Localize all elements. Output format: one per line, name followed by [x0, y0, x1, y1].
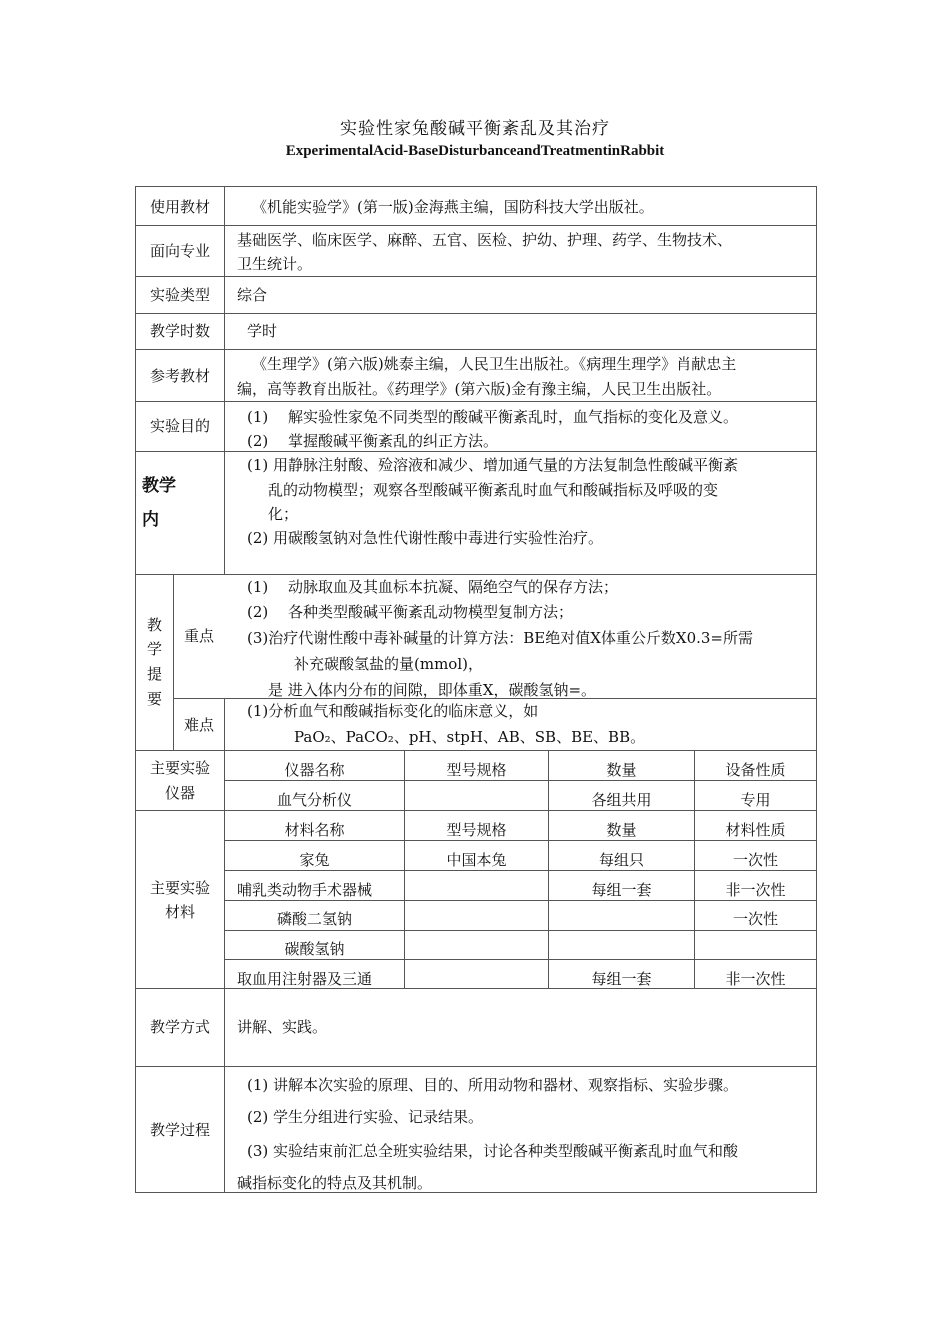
majors-line-1: 基础医学、临床医学、麻醉、五官、医检、护幼、护理、药学、生物技术、	[237, 231, 733, 249]
material-row-3-kind: 一次性	[732, 910, 778, 928]
document-subtitle: ExperimentalAcid-BaseDisturbanceandTreatmentinRabbit	[285, 143, 665, 159]
process-line-2: (2) 学生分组进行实验、记录结果。	[247, 1108, 484, 1126]
instrument-row-qty: 各组共用	[591, 791, 652, 809]
content-label-2: 内	[142, 510, 159, 530]
textbook-label: 使用教材	[149, 198, 210, 216]
purpose-item-1: (1) 解实验性家兔不同类型的酸碱平衡紊乱时，血气指标的变化及意义。	[247, 408, 739, 426]
instrument-row-kind: 专用	[740, 791, 771, 809]
difficult-points-label: 难点	[183, 716, 214, 734]
instruments-label-2: 仪器	[164, 784, 195, 802]
instruments-label-1: 主要实验	[149, 759, 210, 777]
refs-line-1: 《生理学》(第六版)姚泰主编，人民卫生出版社。《病理生理学》肖献忠主	[252, 355, 737, 373]
difficult-point-line-1: (1)分析血气和酸碱指标变化的临床意义，如	[247, 702, 539, 720]
key-point-line-3: (3)治疗代谢性酸中毒补碱量的计算方法：BE绝对值X体重公斤数X0.3=所需	[247, 629, 754, 647]
instruments-header-model: 型号规格	[446, 761, 507, 779]
process-line-3: (3) 实验结束前汇总全班实验结果，讨论各种类型酸碱平衡紊乱时血气和酸	[247, 1142, 739, 1160]
process-label: 教学过程	[149, 1121, 210, 1139]
instruments-header-name: 仪器名称	[284, 761, 345, 779]
content-line-2: 乱的动物模型；观察各型酸碱平衡紊乱时血气和酸碱指标及呼吸的变	[268, 481, 719, 499]
key-point-line-5: 是 进入体内分布的间隙，即体重X，碳酸氢钠=。	[268, 681, 597, 699]
materials-header-qty: 数量	[606, 821, 637, 839]
key-point-line-1: (1) 动脉取血及其血标本抗凝、隔绝空气的保存方法；	[247, 578, 619, 596]
textbook-value: 《机能实验学》(第一版)金海燕主编，国防科技大学出版社。	[252, 198, 654, 216]
content-line-3: 化；	[268, 505, 299, 523]
material-row-5-qty: 每组一套	[591, 970, 652, 988]
purpose-item-2: (2) 掌握酸碱平衡紊乱的纠正方法。	[247, 432, 499, 450]
content-line-1: (1) 用静脉注射酸、殓溶液和减少、增加通气量的方法复制急性酸碱平衡紊	[247, 456, 739, 474]
points-label-char-4: 要	[146, 690, 162, 708]
document-title: 实验性家兔酸碱平衡紊乱及其治疗	[340, 119, 610, 139]
instrument-row-name: 血气分析仪	[276, 791, 352, 809]
materials-header-name: 材料名称	[284, 821, 345, 839]
materials-header-kind: 材料性质	[725, 821, 786, 839]
material-row-5-name: 取血用注射器及三通	[237, 970, 373, 988]
content-label-1: 教学	[142, 476, 176, 496]
type-value: 综合	[237, 286, 268, 304]
materials-header-model: 型号规格	[446, 821, 507, 839]
materials-label-1: 主要实验	[149, 879, 210, 897]
key-point-line-2: (2) 各种类型酸碱平衡紊乱动物模型复制方法；	[247, 603, 574, 621]
majors-label: 面向专业	[149, 242, 210, 260]
material-row-2-name: 哺乳类动物手术器械	[237, 881, 373, 899]
instruments-header-kind: 设备性质	[725, 761, 786, 779]
process-line-4: 碱指标变化的特点及其机制。	[237, 1174, 433, 1192]
content-line-4: (2) 用碳酸氢钠对急性代谢性酸中毒进行实验性治疗。	[247, 529, 604, 547]
material-row-1-kind: 一次性	[732, 851, 778, 869]
material-row-5-kind: 非一次性	[725, 970, 786, 988]
materials-label-2: 材料	[164, 903, 195, 921]
material-row-2-kind: 非一次性	[725, 881, 786, 899]
refs-line-2: 编，高等教育出版社。《药理学》(第六版)金有豫主编，人民卫生出版社。	[237, 380, 722, 398]
method-value: 讲解、实践。	[237, 1018, 328, 1036]
points-label-char-2: 学	[146, 640, 162, 658]
material-row-4-name: 碳酸氢钠	[284, 940, 345, 958]
instruments-header-qty: 数量	[606, 761, 637, 779]
material-row-1-name: 家兔	[299, 851, 330, 869]
points-label-char-3: 提	[146, 665, 162, 683]
material-row-1-qty: 每组只	[598, 851, 644, 869]
refs-label: 参考教材	[149, 367, 210, 385]
material-row-2-qty: 每组一套	[591, 881, 652, 899]
hours-value: 学时	[247, 322, 278, 340]
hours-label: 教学时数	[149, 322, 210, 340]
process-line-1: (1) 讲解本次实验的原理、目的、所用动物和器材、观察指标、实验步骤。	[247, 1076, 739, 1094]
method-label: 教学方式	[149, 1018, 210, 1036]
difficult-point-line-2: PaO₂、PaCO₂、pH、stpH、AB、SB、BE、BB。	[294, 728, 646, 746]
material-row-1-model: 中国本兔	[446, 851, 507, 869]
type-label: 实验类型	[149, 286, 210, 304]
points-label-char-1: 教	[146, 616, 162, 634]
key-point-line-4: 补充碳酸氢盐的量(mmol)，	[294, 655, 483, 673]
purpose-label: 实验目的	[149, 417, 210, 435]
material-row-3-name: 磷酸二氢钠	[276, 910, 352, 928]
majors-line-2: 卫生统计。	[237, 255, 313, 273]
key-points-label: 重点	[183, 627, 214, 645]
